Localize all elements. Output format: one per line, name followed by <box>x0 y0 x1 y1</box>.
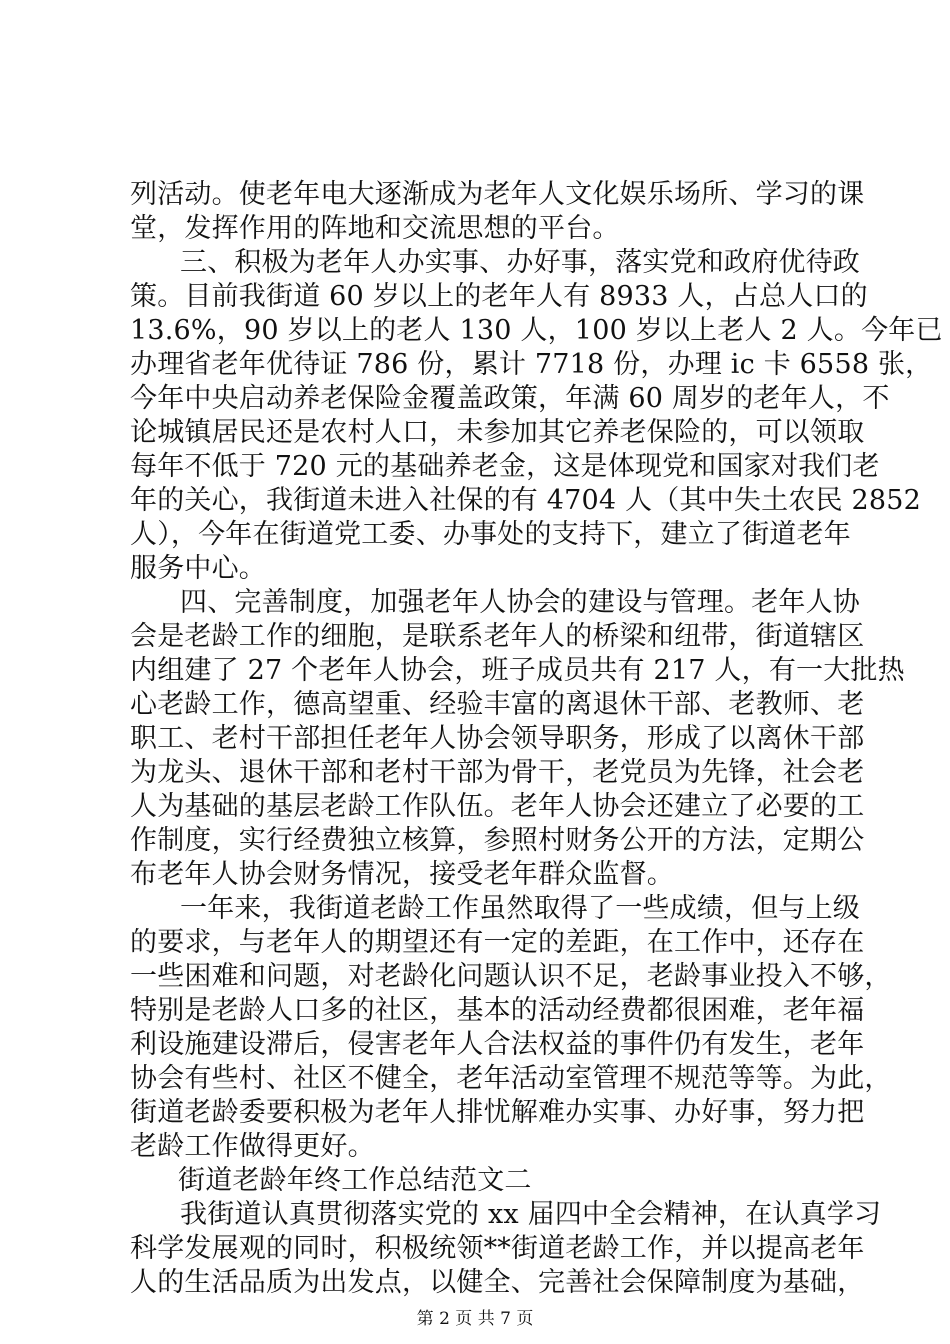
text-line: 人），今年在街道党工委、办事处的支持下，建立了街道老年 <box>130 519 851 550</box>
text-line: 利设施建设滞后，侵害老年人合法权益的事件仍有发生，老年 <box>130 1029 865 1060</box>
page-number-footer: 第 2 页 共 7 页 <box>416 1309 534 1329</box>
text-line: 列活动。使老年电大逐渐成为老年人文化娱乐场所、学习的课 <box>130 179 865 210</box>
text-line: 13.6%，90 岁以上的老人 130 人，100 岁以上老人 2 人。今年已 <box>130 315 943 346</box>
text-line: 科学发展观的同时，积极统领**街道老龄工作，并以提高老年 <box>130 1233 865 1264</box>
text-line: 办理省老年优待证 786 份，累计 7718 份，办理 ic 卡 6558 张， <box>130 349 933 380</box>
text-line: 一些困难和问题，对老龄化问题认识不足，老龄事业投入不够， <box>130 961 892 992</box>
text-line: 协会有些村、社区不健全，老年活动室管理不规范等等。为此， <box>130 1063 892 1094</box>
text-line: 为龙头、退休干部和老村干部为骨干，老党员为先锋，社会老 <box>130 757 865 788</box>
text-line: 老龄工作做得更好。 <box>130 1131 375 1162</box>
text-line: 我街道认真贯彻落实党的 xx 届四中全会精神，在认真学习 <box>180 1199 882 1230</box>
text-line: 今年中央启动养老保险金覆盖政策，年满 60 周岁的老年人，不 <box>130 383 890 414</box>
text-line: 三、积极为老年人办实事、办好事，落实党和政府优待政 <box>180 247 860 278</box>
text-line: 人的生活品质为出发点，以健全、完善社会保障制度为基础， <box>130 1267 865 1298</box>
text-line: 每年不低于 720 元的基础养老金，这是体现党和国家对我们老 <box>130 451 880 482</box>
text-line: 年的关心，我街道未进入社保的有 4704 人（其中失土农民 2852 <box>130 485 921 516</box>
text-line: 论城镇居民还是农村人口，未参加其它养老保险的，可以领取 <box>130 417 865 448</box>
text-line: 人为基础的基层老龄工作队伍。老年人协会还建立了必要的工 <box>130 791 865 822</box>
text-line: 会是老龄工作的细胞，是联系老年人的桥梁和纽带，街道辖区 <box>130 621 865 652</box>
text-line: 策。目前我街道 60 岁以上的老年人有 8933 人，占总人口的 <box>130 281 868 312</box>
text-line: 街道老龄委要积极为老年人排忧解难办实事、办好事，努力把 <box>130 1097 865 1128</box>
text-line: 四、完善制度，加强老年人协会的建设与管理。老年人协 <box>180 587 860 618</box>
text-line: 内组建了 27 个老年人协会，班子成员共有 217 人，有一大批热 <box>130 655 905 686</box>
text-line: 布老年人协会财务情况，接受老年群众监督。 <box>130 859 674 890</box>
text-line: 一年来，我街道老龄工作虽然取得了一些成绩，但与上级 <box>180 893 860 924</box>
text-line: 堂，发挥作用的阵地和交流思想的平台。 <box>130 213 620 244</box>
text-line: 服务中心。 <box>130 553 266 584</box>
text-line: 职工、老村干部担任老年人协会领导职务，形成了以离休干部 <box>130 723 865 754</box>
text-line: 心老龄工作，德高望重、经验丰富的离退休干部、老教师、老 <box>130 689 865 720</box>
text-line: 的要求，与老年人的期望还有一定的差距，在工作中，还存在 <box>130 927 865 958</box>
text-line: 特别是老龄人口多的社区，基本的活动经费都很困难，老年福 <box>130 995 865 1026</box>
section-heading: 街道老龄年终工作总结范文二 <box>178 1165 532 1196</box>
text-line: 作制度，实行经费独立核算，参照村财务公开的方法，定期公 <box>130 825 865 856</box>
